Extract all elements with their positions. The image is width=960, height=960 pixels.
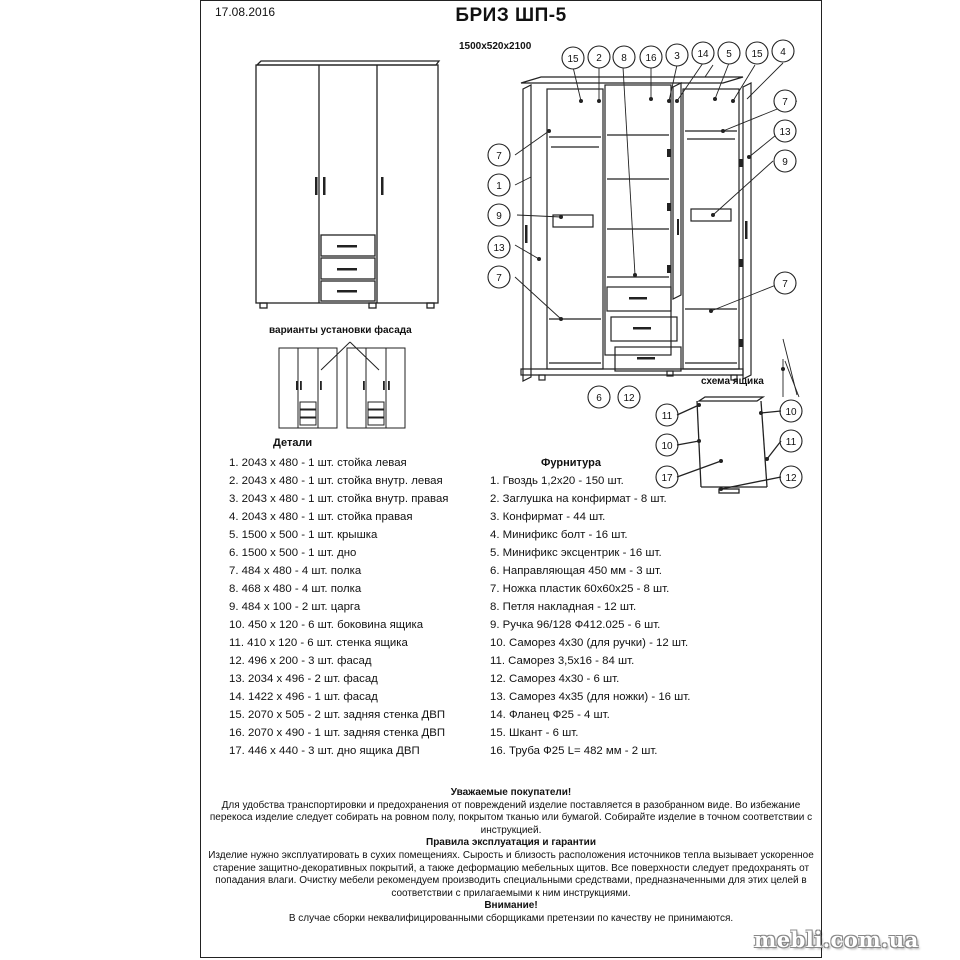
callout-15: 15	[567, 54, 579, 65]
details-item: 7. 484 х 480 - 4 шт. полка	[229, 565, 362, 577]
callout-10b: 10	[661, 441, 673, 452]
hardware-item: 6. Направляющая 450 мм - 3 шт.	[490, 565, 662, 577]
callout-7c: 7	[782, 97, 788, 108]
hardware-item: 2. Заглушка на конфирмат - 8 шт.	[490, 493, 667, 505]
details-item: 15. 2070 х 505 - 2 шт. задняя стенка ДВП	[229, 709, 446, 721]
callout-12b: 12	[785, 473, 797, 484]
callout-16: 16	[645, 53, 657, 64]
callout-13b: 13	[779, 127, 791, 138]
hardware-item: 9. Ручка 96/128 Ф412.025 - 6 шт.	[490, 619, 661, 631]
details-item: 3. 2043 х 480 - 1 шт. стойка внутр. правая	[229, 493, 449, 505]
hardware-item: 14. Фланец Ф25 - 4 шт.	[490, 709, 610, 721]
callout-5: 5	[726, 49, 732, 60]
callout-2: 2	[596, 53, 602, 64]
details-item: 6. 1500 х 500 - 1 шт. дно	[229, 547, 357, 559]
callout-8: 8	[621, 53, 627, 64]
details-item: 1. 2043 х 480 - 1 шт. стойка левая	[229, 457, 407, 469]
customer-notice	[207, 787, 815, 926]
callout-3: 3	[674, 51, 680, 62]
attention-heading: Внимание!	[484, 900, 538, 912]
details-item: 13. 2034 х 496 - 2 шт. фасад	[229, 673, 378, 685]
callout-7a: 7	[496, 151, 502, 162]
details-item: 16. 2070 х 490 - 1 шт. задняя стенка ДВП	[229, 727, 446, 739]
drawer-scheme-label: схема ящика	[701, 376, 764, 387]
hardware-item: 16. Труба Ф25 L= 482 мм - 2 шт.	[490, 745, 658, 757]
notice-heading: Уважаемые покупатели!	[450, 787, 572, 798]
callout-1: 1	[496, 181, 502, 192]
hardware-item: 1. Гвоздь 1,2х20 - 150 шт.	[490, 475, 624, 487]
rules-heading: Правила эксплуатация и гарантии	[426, 837, 596, 849]
callout-6: 6	[596, 393, 602, 404]
hardware-item: 4. Минификс болт - 16 шт.	[490, 529, 628, 541]
details-item: 5. 1500 х 500 - 1 шт. крышка	[229, 529, 378, 541]
callout-11b: 11	[785, 437, 797, 448]
watermark: mebli.com.ua	[754, 927, 919, 952]
assembly-sheet	[200, 0, 919, 958]
details-item: 14. 1422 х 496 - 1 шт. фасад	[229, 691, 378, 703]
product-dimensions: 1500x520x2100	[459, 41, 532, 52]
hardware-title: Фурнитура	[541, 457, 601, 469]
details-list	[229, 454, 448, 760]
callout-7d: 7	[782, 279, 788, 290]
details-item: 2. 2043 х 480 - 1 шт. стойка внутр. левая	[229, 475, 443, 487]
details-item: 17. 446 х 440 - 3 шт. дно ящика ДВП	[229, 745, 420, 757]
hardware-item: 12. Саморез 4х30 - 6 шт.	[490, 673, 620, 685]
details-item: 10. 450 х 120 - 6 шт. боковина ящика	[229, 619, 424, 631]
notice-paragraph-2: Изделие нужно эксплуатировать в сухих помещениях. Сырость и близость расположения источников тепла вызывает ускоренное старение защитно-декоративных покрытий, а также деформацию мебельных щитов. Все поверхности следует предохранять от попадания влаги. Очистку мебели рекомендуем производить специальными средствами, предназначенными для этих целей в соответствии с прилагаемыми к ним инструкциями.	[208, 849, 814, 899]
hardware-list	[490, 472, 690, 760]
notice-paragraph-3: В случае сборки неквалифицированными сборщиками претензии по качеству не принимаются.	[288, 912, 734, 924]
product-title: БРИЗ ШП-5	[455, 5, 567, 26]
callout-9a: 9	[496, 211, 502, 222]
hardware-item: 5. Минификс эксцентрик - 16 шт.	[490, 547, 662, 559]
date: 17.08.2016	[215, 5, 276, 19]
callout-15b: 15	[751, 49, 763, 60]
hardware-item: 8. Петля накладная - 12 шт.	[490, 601, 637, 613]
details-item: 8. 468 х 480 - 4 шт. полка	[229, 583, 362, 595]
details-item: 11. 410 х 120 - 6 шт. стенка ящика	[229, 637, 408, 649]
callout-12a: 12	[623, 393, 635, 404]
hardware-item: 10. Саморез 4х30 (для ручки) - 12 шт.	[490, 637, 689, 649]
callout-13a: 13	[493, 243, 505, 254]
callout-9b: 9	[782, 157, 788, 168]
callout-11a: 11	[661, 411, 673, 422]
facade-variants-label: варианты установки фасада	[269, 325, 412, 336]
details-item: 12. 496 х 200 - 3 шт. фасад	[229, 655, 372, 667]
callout-17: 17	[661, 473, 673, 484]
hardware-item: 11. Саморез 3,5х16 - 84 шт.	[490, 655, 635, 667]
details-title: Детали	[273, 437, 313, 449]
details-item: 4. 2043 х 480 - 1 шт. стойка правая	[229, 511, 413, 523]
hardware-item: 13. Саморез 4х35 (для ножки) - 16 шт.	[490, 691, 691, 703]
hardware-item: 3. Конфирмат - 44 шт.	[490, 511, 606, 523]
hardware-item: 15. Шкант - 6 шт.	[490, 727, 579, 739]
notice-paragraph-1: Для удобства транспортировки и предохранения от повреждений изделие поставляется в разобранном виде. Во избежание перекоса изделие следует собирать на ровном полу, покрытом тканью или бумагой. Собирайте изделие в точном соответствии с инструкцией.	[209, 799, 813, 836]
callout-10a: 10	[785, 407, 797, 418]
callout-4: 4	[780, 47, 786, 58]
callout-14: 14	[697, 49, 709, 60]
details-item: 9. 484 х 100 - 2 шт. царга	[229, 601, 361, 613]
callout-7b: 7	[496, 273, 502, 284]
hardware-item: 7. Ножка пластик 60х60х25 - 8 шт.	[490, 583, 670, 595]
